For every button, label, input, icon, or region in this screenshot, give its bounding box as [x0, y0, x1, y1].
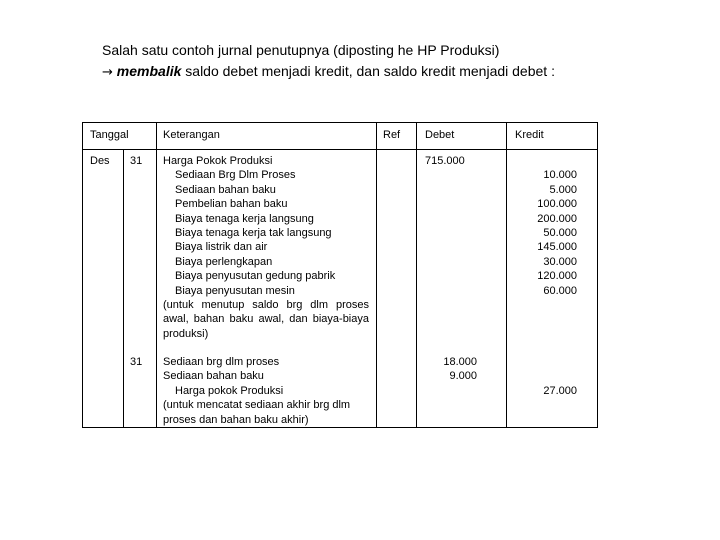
header-divider	[83, 149, 597, 150]
entry2-debit-amount: 18.000	[443, 356, 477, 368]
entry1-credit-amount: 30.000	[543, 255, 577, 268]
entry1-credit-amount: 50.000	[543, 227, 577, 239]
entry1-credit-amount: 145.000	[537, 241, 577, 254]
entry1-credit-account: Biaya tenaga kerja tak langsung	[175, 227, 332, 239]
entry1-credit-amount: 5.000	[549, 183, 577, 196]
intro-line-1: Salah satu contoh jurnal penutupnya (diposting he HP Produksi)	[102, 42, 500, 58]
entry1-credit-account: Sediaan bahan baku	[175, 183, 276, 196]
intro-line-2-rest: saldo debet menjadi kredit, dan saldo kredit menjadi debet :	[181, 63, 555, 79]
arrow-right-icon: →	[102, 65, 113, 80]
entry2-debit-amount: 9.000	[449, 370, 477, 383]
entry1-credit-account: Biaya listrik dan air	[175, 241, 268, 254]
entry2-credit-amount: 27.000	[543, 384, 577, 397]
entry1-credit-amount: 60.000	[543, 284, 577, 297]
entry1-credit-amount: 10.000	[543, 169, 577, 182]
header-ref: Ref	[383, 129, 401, 141]
col-divider-keterangan	[156, 123, 157, 427]
entry1-credit-account: Sediaan Brg Dlm Proses	[175, 169, 296, 182]
header-debet: Debet	[425, 129, 455, 141]
month-cell: Des	[90, 155, 110, 167]
entry1-credit-account: Biaya penyusutan gedung pabrik	[175, 270, 336, 283]
entry2-credit-account: Harga pokok Produksi	[175, 384, 284, 397]
entry1-credit-account: Biaya penyusutan mesin	[175, 284, 295, 297]
intro-emphasis: membalik	[116, 63, 182, 79]
intro-line-2	[102, 61, 555, 83]
entry1-credit-amount: 120.000	[537, 270, 577, 283]
entry2-debit-account: Sediaan bahan baku	[163, 370, 264, 383]
entry1-day: 31	[130, 155, 143, 167]
entry1-credit-amount: 200.000	[537, 212, 577, 225]
entry2-day: 31	[130, 356, 143, 368]
entry1-credit-amount: 100.000	[537, 198, 577, 211]
day-divider	[123, 149, 124, 427]
entry1-debit-account: Harga Pokok Produksi	[163, 155, 273, 167]
entry1-debit-amount: 715.000	[425, 155, 465, 167]
header-tanggal: Tanggal	[90, 129, 129, 141]
entry2-note-line-1: (untuk mencatat sediaan akhir brg dlm	[163, 399, 351, 412]
header-keterangan: Keterangan	[163, 129, 220, 141]
entry1-credit-account: Biaya tenaga kerja langsung	[175, 212, 314, 225]
journal-table	[82, 122, 598, 428]
entry1-credit-account: Pembelian bahan baku	[175, 198, 288, 211]
intro-text	[102, 40, 555, 83]
entry1-note: (untuk menutup saldo brg dlm proses awal, bahan baku awal, dan biaya-biaya produksi)	[163, 299, 369, 340]
entry2-debit-account: Sediaan brg dlm proses	[163, 356, 280, 368]
entry1-credit-account: Biaya perlengkapan	[175, 255, 273, 268]
header-kredit: Kredit	[515, 129, 544, 141]
entry2-note-line-2: proses dan bahan baku akhir)	[163, 413, 309, 426]
